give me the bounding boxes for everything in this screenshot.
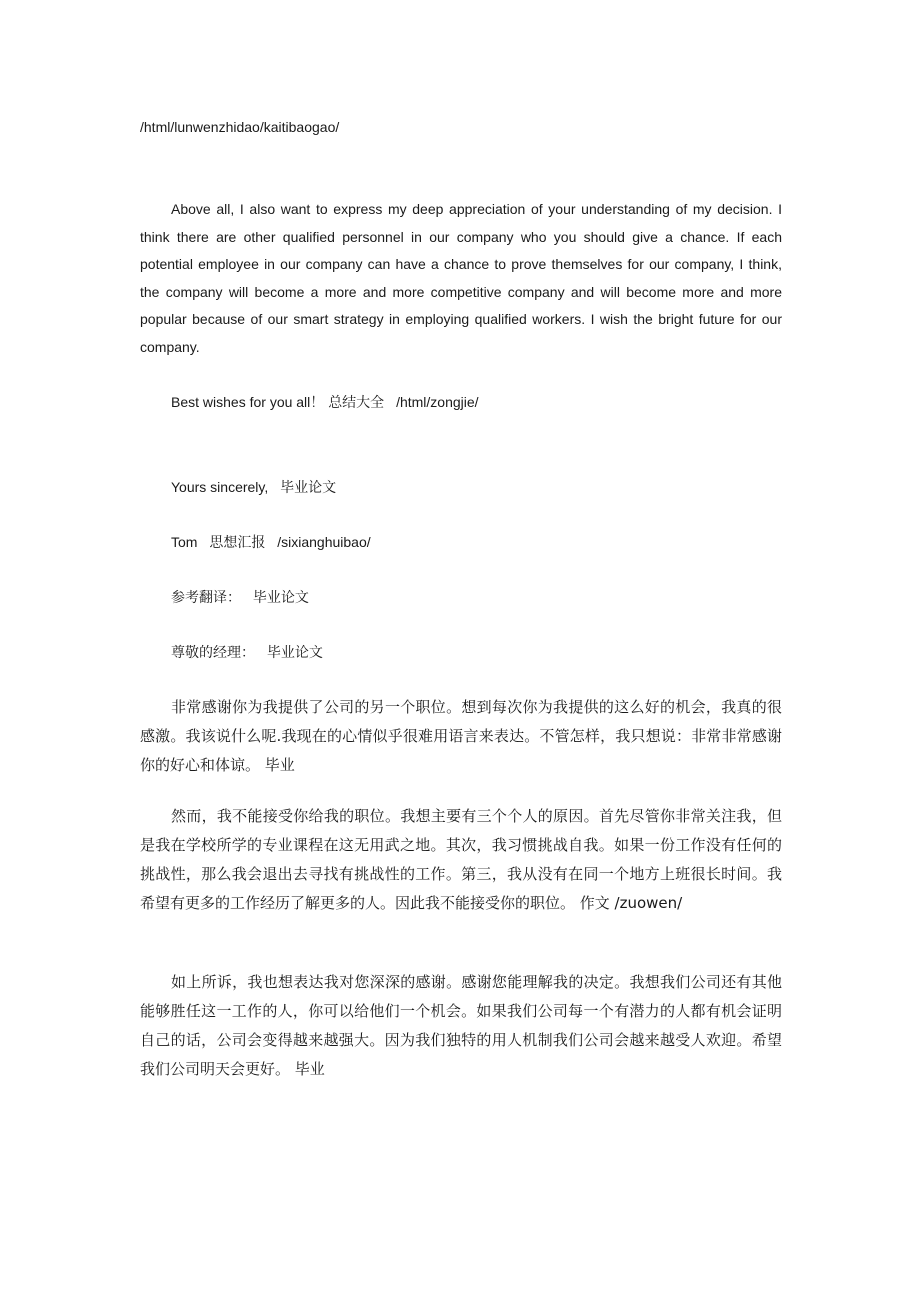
signature-tag: 思想汇报: [209, 534, 266, 550]
chinese-paragraph-1: 非常感谢你为我提供了公司的另一个职位。想到每次你为我提供的这么好的机会，我真的很感激。我该说什么呢.我现在的心情似乎很难用语言来表达。不管怎样，我只想说：非常非常感谢你的好心和体谅。 毕业: [140, 698, 782, 774]
salutation-tag: 毕业论文: [266, 644, 323, 660]
english-closing-paragraph: Above all, I also want to express my deep appreciation of your understanding of my decision. I think there are other qualified personnel in our company who you should give a chance. If each potential employee in our company can have a chance to prove themselves for our company, I think, the company will become a more and more competitive company and will become more and more popular because of our smart strategy in employing qualified workers. I wish the bright future for our company.: [140, 201, 782, 355]
best-wishes-path: /html/zongjie/: [396, 394, 479, 410]
best-wishes-text: Best wishes for you all！: [171, 394, 325, 410]
yours-sincerely-line: [171, 477, 336, 497]
chinese-paragraph-3: 如上所诉，我也想表达我对您深深的感谢。感谢您能理解我的决定。我想我们公司还有其他能够胜任这一工作的人，你可以给他们一个机会。如果我们公司每一个有潜力的人都有机会证明自己的话，公司会变得越来越强大。因为我们独特的用人机制我们公司会越来越受人欢迎。希望我们公司明天会更好。 毕业: [140, 973, 782, 1078]
signature-path: /sixianghuibao/: [277, 534, 371, 550]
signature-line: [171, 532, 371, 552]
reference-translation-tag: 毕业论文: [252, 589, 309, 605]
reference-translation-text: 参考翻译：: [171, 589, 241, 605]
yours-sincerely-text: Yours sincerely,: [171, 479, 269, 495]
best-wishes-tag: 总结大全: [328, 394, 385, 410]
best-wishes-line: [171, 392, 479, 412]
signature-name: Tom: [171, 534, 198, 550]
reference-translation-line: [171, 587, 309, 607]
chinese-paragraph-2: 然而，我不能接受你给我的职位。我想主要有三个个人的原因。首先尽管你非常关注我，但是我在学校所学的专业课程在这无用武之地。其次，我习惯挑战自我。如果一份工作没有任何的挑战性，那么我会退出去寻找有挑战性的工作。第三，我从没有在同一个地方上班很长时间。我希望有更多的工作经历了解更多的人。因此我不能接受你的职位。 作文 /zuowen/: [140, 807, 782, 912]
salutation-line: [171, 642, 323, 662]
salutation-text: 尊敬的经理：: [171, 644, 255, 660]
yours-sincerely-tag: 毕业论文: [280, 479, 337, 495]
header-path: /html/lunwenzhidao/kaitibaogao/: [140, 119, 340, 135]
